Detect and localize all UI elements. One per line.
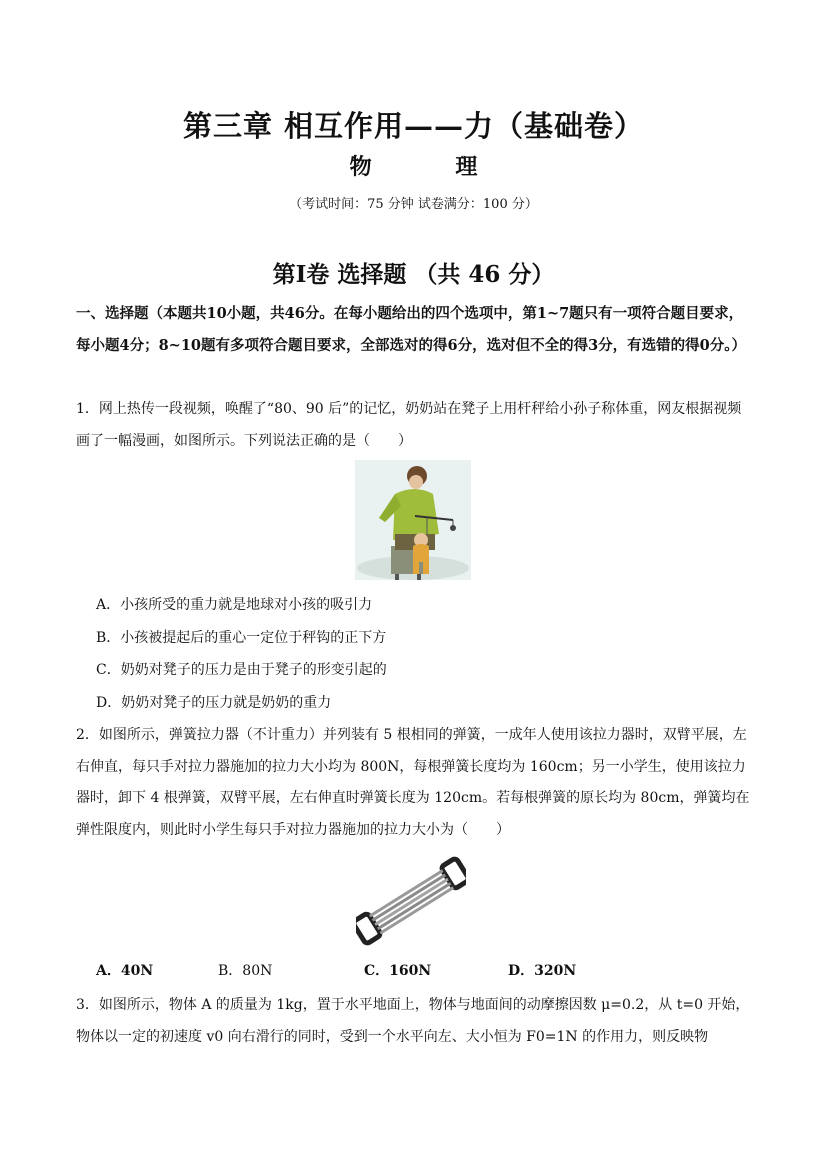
question-1-option-b: B．小孩被提起后的重心一定位于秤钩的正下方 — [96, 630, 387, 646]
paper-subject: 物 理 — [349, 154, 516, 180]
exam-meta: （考试时间：75 分钟 试卷满分：100 分） — [289, 197, 538, 212]
question-2-option-b: B．80N — [218, 963, 273, 979]
question-2-option-c: C．160N — [364, 963, 432, 979]
question-2-option-a: A．40N — [96, 963, 154, 979]
section-instructions: 一、选择题（本题共10小题，共46分。在每小题给出的四个选项中，第1~7题只有一项符合题目要求，每小题4分；8~10题有多项符合题目要求，全部选对的得6分，选对但不全的得3分，有选错的得0分。） — [76, 305, 747, 354]
question-2-stem: 2．如图所示，弹簧拉力器（不计重力）并列装有 5 根相同的弹簧，一成年人使用该拉力器时，双臂平展，左右伸直，每只手对拉力器施加的拉力大小均为 800N，每根弹簧长度均为 160cm；另一小学生，使用该拉力器时，卸下 4 根弹簧，双臂平展，左右伸直时弹簧长度为 120cm。若每根弹簧的原长均为 80cm，弹簧均在弹性限度内，则此时小学生每只手对拉力器施加的拉力大小为（ ） — [76, 727, 750, 838]
question-1-option-a: A．小孩所受的重力就是地球对小孩的吸引力 — [96, 597, 373, 613]
spring-expander-illustration — [356, 852, 466, 950]
question-2-option-d: D．320N — [508, 963, 577, 979]
question-3-stem: 3．如图所示，物体 A 的质量为 1kg，置于水平地面上，物体与地面间的动摩擦因数 μ=0.2，从 t=0 开始，物体以一定的初速度 v0 向右滑行的同时，受到一个水平向左、大小恒为 F0=1N 的作用力，则反映物 — [76, 997, 750, 1045]
section-title: 第Ⅰ卷 选择题 （共 46 分） — [272, 261, 555, 288]
question-1-stem: 1．网上热传一段视频，唤醒了“80、90 后”的记忆，奶奶站在凳子上用杆秤给小孙子称体重，网友根据视频画了一幅漫画，如图所示。下列说法正确的是（ ） — [76, 401, 742, 449]
question-1-option-c: C．奶奶对凳子的压力是由于凳子的形变引起的 — [96, 662, 387, 678]
question-1-option-d: D．奶奶对凳子的压力就是奶奶的重力 — [96, 695, 332, 711]
paper-title: 第三章 相互作用——力（基础卷） — [182, 109, 645, 143]
grandma-weighing-child-illustration — [355, 460, 471, 580]
